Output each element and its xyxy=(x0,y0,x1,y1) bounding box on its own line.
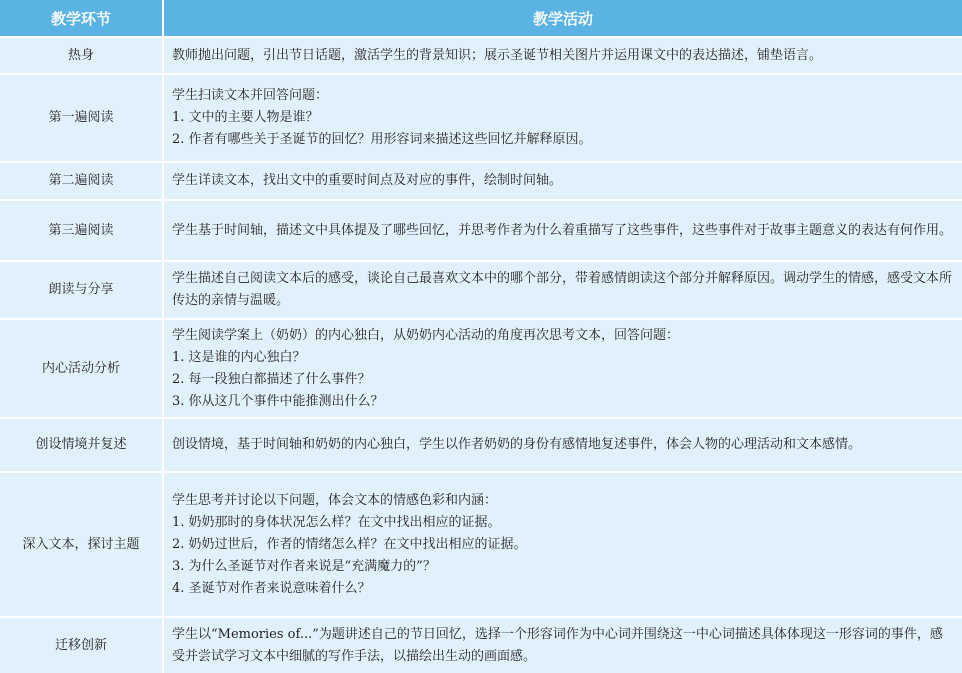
stage-cell: 第三遍阅读 xyxy=(0,200,163,261)
activity-line: 教师抛出问题，引出节日话题，激活学生的背景知识；展示圣诞节相关图片并运用课文中的表达描述，铺垫语言。 xyxy=(172,47,823,63)
activity-line: 1. 这是谁的内心独白？ xyxy=(172,349,306,365)
activity-paragraph: 创设情境，基于时间轴和奶奶的内心独白，学生以作者奶奶的身份有感情地复述事件，体会人物的心理活动和文本感情。 xyxy=(172,437,862,452)
table-row xyxy=(0,162,962,200)
activity-line: 4. 圣诞节对作者来说意味着什么？ xyxy=(172,580,371,596)
activity-cell xyxy=(163,319,962,418)
activity-line: 学生阅读学案上（奶奶）的内心独白，从奶奶内心活动的角度再次思考文本，回答问题： xyxy=(172,327,680,343)
table-row xyxy=(0,472,962,617)
activity-cell xyxy=(163,472,962,617)
activity-cell xyxy=(163,261,962,319)
activity-cell xyxy=(163,74,962,162)
activity-cell xyxy=(163,617,962,673)
stage-cell: 迁移创新 xyxy=(0,617,163,673)
stage-cell: 第二遍阅读 xyxy=(0,162,163,200)
activity-line: 1. 奶奶那时的身体状况怎么样？在文中找出相应的证据。 xyxy=(172,514,501,530)
stage-cell: 第一遍阅读 xyxy=(0,74,163,162)
stage-cell: 朗读与分享 xyxy=(0,261,163,319)
activity-cell xyxy=(163,162,962,200)
activity-line: 学生扫读文本并回答问题： xyxy=(172,88,329,103)
activity-cell xyxy=(163,37,962,74)
header-row xyxy=(0,0,962,37)
table-row xyxy=(0,200,962,261)
table-row xyxy=(0,418,962,472)
stage-cell: 热身 xyxy=(0,37,163,74)
table-row xyxy=(0,261,962,319)
header-activity: 教学活动 xyxy=(163,0,962,37)
header-stage: 教学环节 xyxy=(0,0,163,37)
stage-cell: 内心活动分析 xyxy=(0,319,163,418)
activity-cell xyxy=(163,200,962,261)
activity-cell xyxy=(163,418,962,472)
stage-cell: 深入文本，探讨主题 xyxy=(0,472,163,617)
stage-cell: 创设情境并复述 xyxy=(0,418,163,472)
table-row xyxy=(0,74,962,162)
activity-line: 3. 你从这几个事件中能推测出什么？ xyxy=(172,393,384,409)
activity-line: 1. 文中的主要人物是谁？ xyxy=(172,110,319,125)
table-row xyxy=(0,617,962,673)
activity-line: 学生思考并讨论以下问题，体会文本的情感色彩和内涵： xyxy=(172,492,498,508)
activity-line: 2. 每一段独白都描述了什么事件？ xyxy=(172,371,371,387)
activity-line: 2. 作者有哪些关于圣诞节的回忆？用形容词来描述这些回忆并解释原因。 xyxy=(172,132,592,147)
activity-line: 学生详读文本，找出文中的重要时间点及对应的事件，绘制时间轴。 xyxy=(172,173,563,188)
table-row xyxy=(0,319,962,418)
activity-line: 2. 奶奶过世后，作者的情绪怎么样？在文中找出相应的证据。 xyxy=(172,536,527,552)
activity-paragraph: 学生描述自己阅读文本后的感受，谈论自己最喜欢文本中的哪个部分，带着感情朗读这个部分并解释原因。调动学生的情感，感受文本所传达的亲情与温暖。 xyxy=(172,271,953,308)
activity-paragraph: 学生基于时间轴，描述文中具体提及了哪些回忆，并思考作者为什么着重描写了这些事件，这些事件对于故事主题意义的表达有何作用。 xyxy=(172,222,953,238)
table-row xyxy=(0,37,962,74)
activity-line: 3. 为什么圣诞节对作者来说是“充满魔力的”？ xyxy=(172,558,436,574)
activity-paragraph: 学生以“Memories of...”为题讲述自己的节日回忆，选择一个形容词作为中心词并围绕这一中心词描述具体体现这一形容词的事件，感受并尝试学习文本中细腻的写作手法，以描绘出生动的画面感。 xyxy=(172,626,943,664)
